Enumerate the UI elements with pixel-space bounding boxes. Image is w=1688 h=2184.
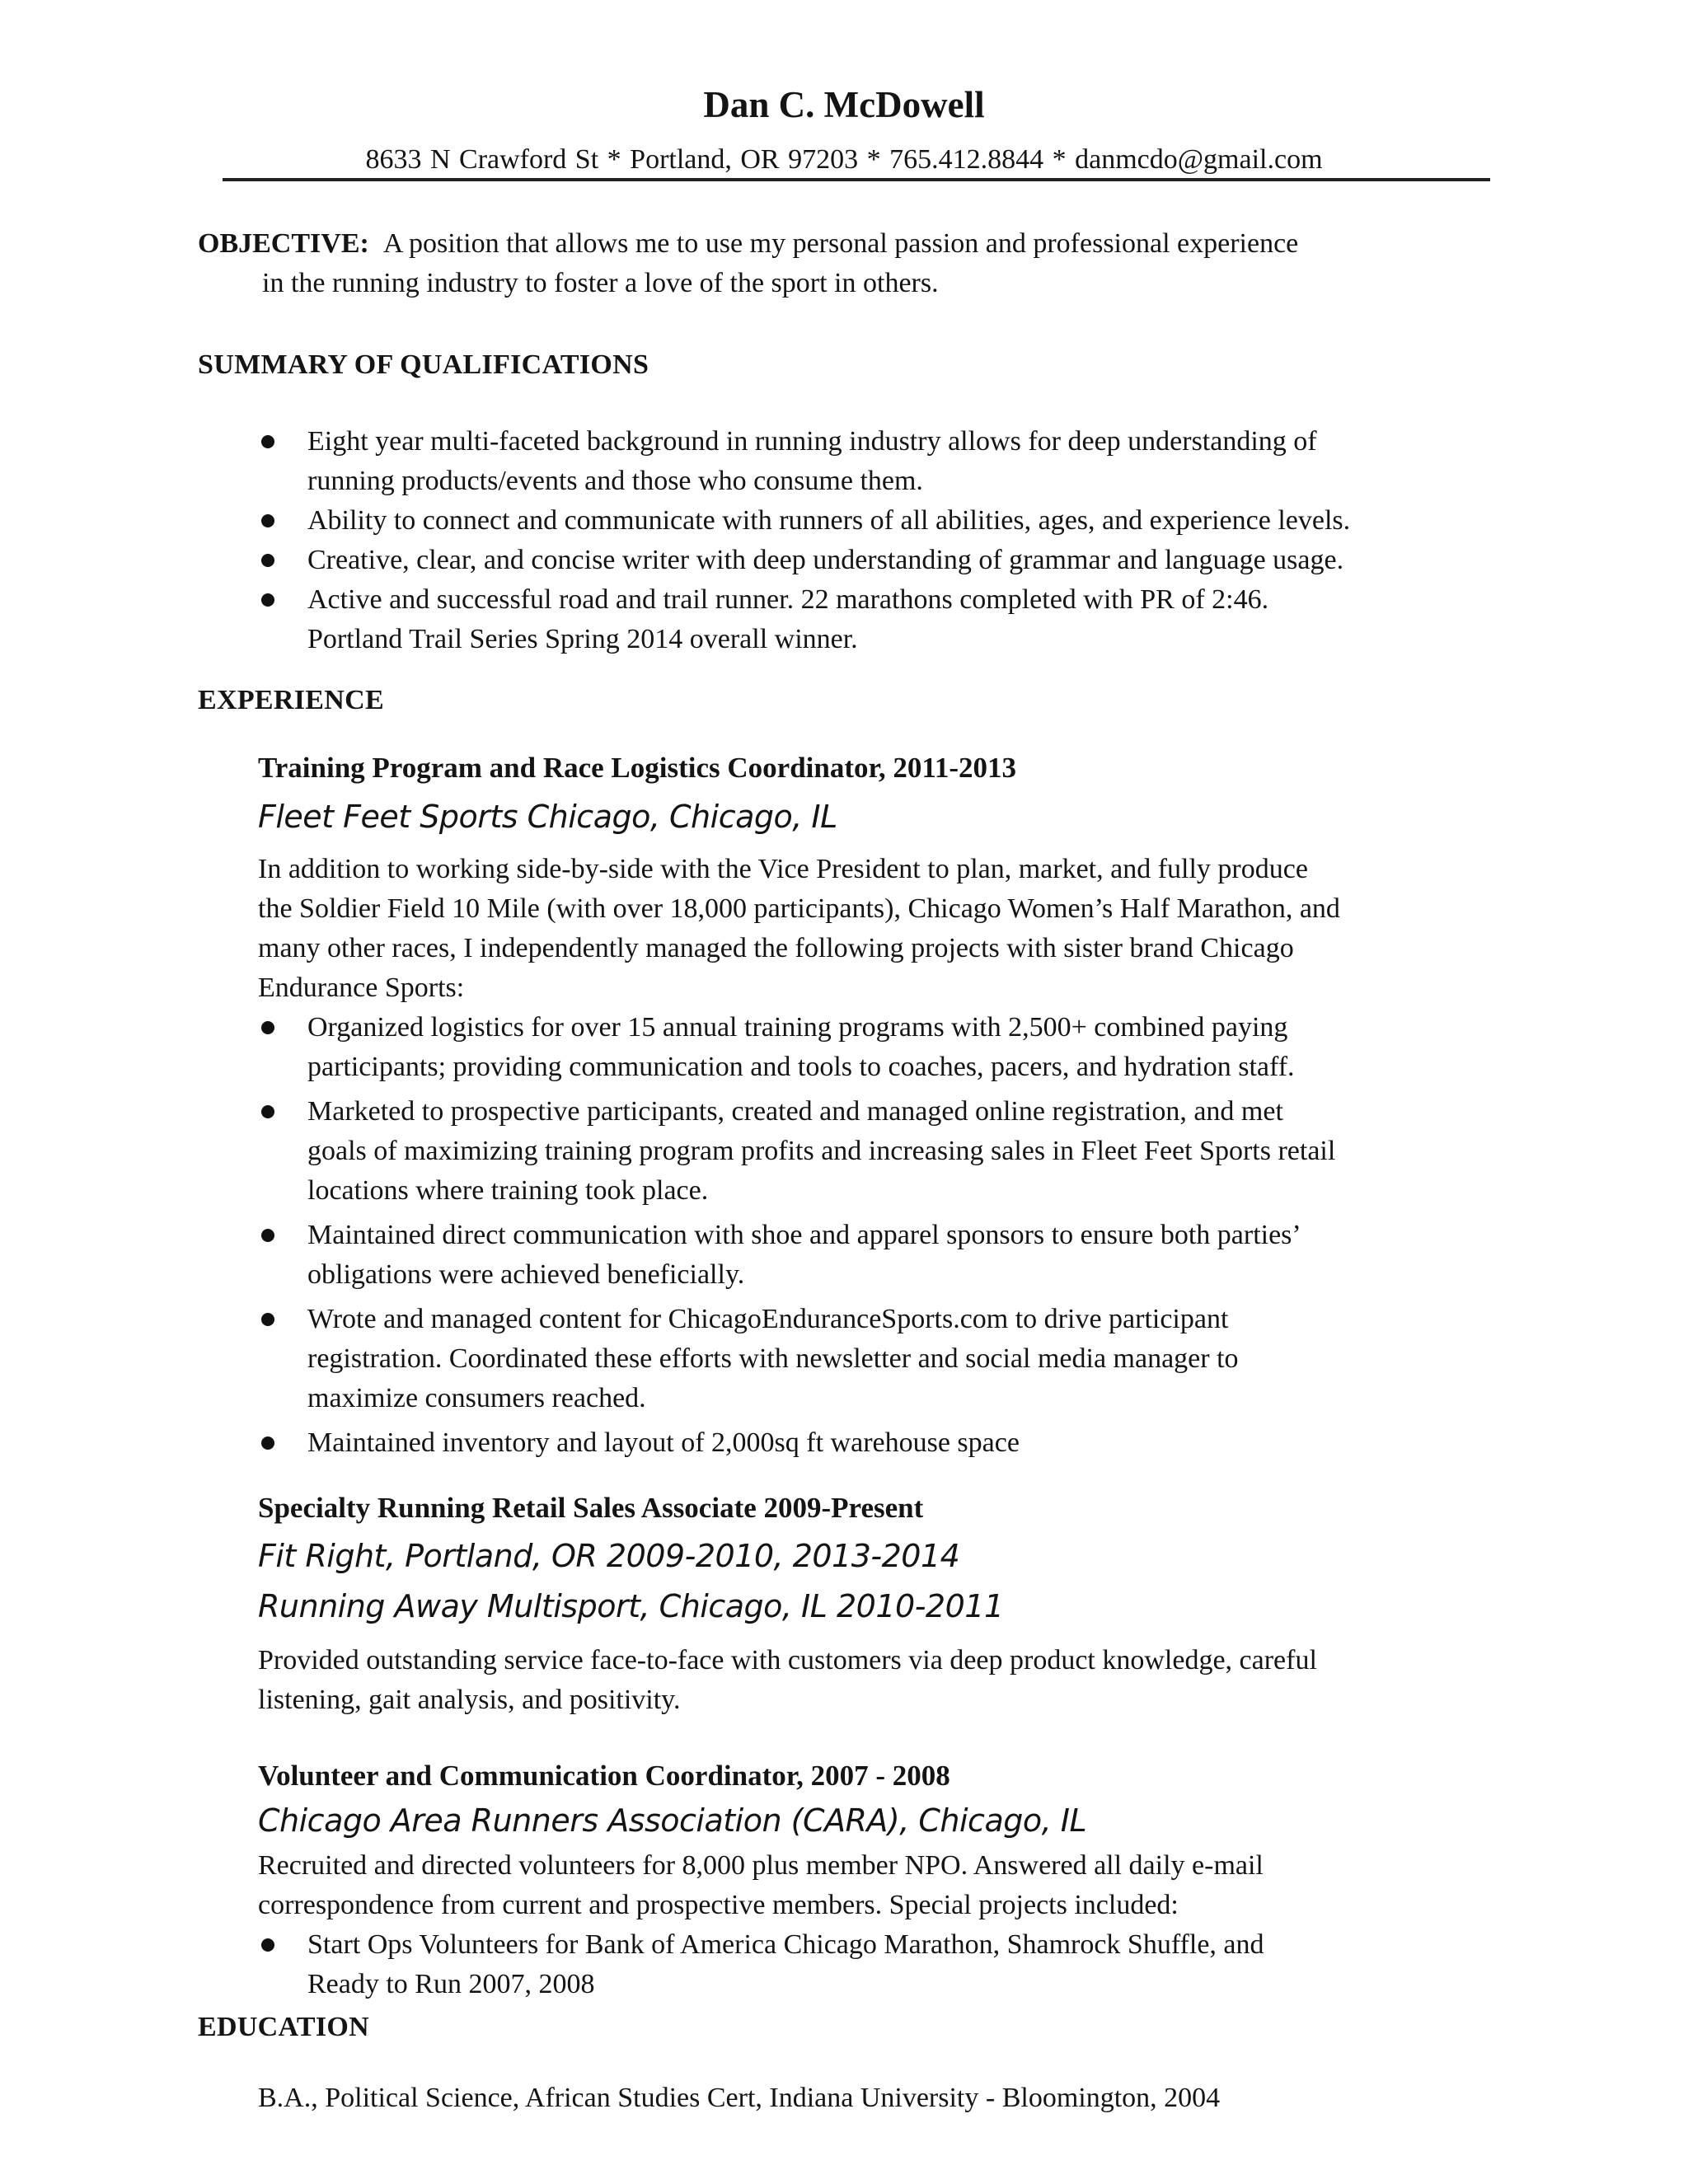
bullet-icon: [261, 1313, 274, 1326]
summary-list: [258, 422, 1527, 659]
bullet-icon: [261, 554, 274, 567]
bullet-icon: [261, 435, 274, 448]
job-bullet: Wrote and managed content for ChicagoEnduranceSports.com to drive participant registration. Coordinated these efforts with newsletter and social media manager to maximize consumers reached.: [258, 1300, 1511, 1422]
job-bullet: Organized logistics for over 15 annual training programs with 2,500+ combined paying participants; providing communication and tools to coaches, pacers, and hydration staff.: [258, 1008, 1511, 1090]
employer: Fit Right, Portland, OR 2009-2010, 2013-2014: [258, 1538, 960, 1574]
employer: Fleet Feet Sports Chicago, Chicago, IL: [258, 799, 837, 835]
job-description: In addition to working side-by-side with the Vice President to plan, market, and fully produce the Soldier Field 10 Mile (with over 18,000 participants), Chicago Women’s Half Marathon, and many other races, I independently managed the following projects with sister brand Chicago Endurance Sports:: [258, 854, 1340, 1003]
bullet-icon: [261, 1021, 274, 1034]
summary-item: Eight year multi-faceted background in running industry allows for deep understanding of running products/events and those who consume them.: [258, 422, 1527, 501]
employer: Running Away Multisport, Chicago, IL 2010-2011: [258, 1588, 1004, 1624]
objective-line-1: [198, 224, 1500, 264]
job-bullet-list: [258, 1008, 1511, 1465]
job-title: Specialty Running Retail Sales Associate 2009-Present: [258, 1492, 924, 1524]
header-divider: [223, 178, 1490, 181]
job-description: Recruited and directed volunteers for 8,000 plus member NPO. Answered all daily e-mail correspondence from current and prospective members. Special projects included:: [258, 1850, 1264, 1920]
job-title: Volunteer and Communication Coordinator, 2007 - 2008: [258, 1760, 950, 1792]
candidate-name: Dan C. McDowell: [703, 84, 985, 125]
objective-text-2: in the running industry to foster a love of the sport in others.: [262, 268, 939, 298]
summary-item: Ability to connect and communicate with runners of all abilities, ages, and experience levels.: [258, 501, 1527, 541]
bullet-icon: [261, 1436, 274, 1450]
summary-heading: SUMMARY OF QUALIFICATIONS: [198, 349, 649, 380]
job-bullet-list: [258, 1925, 1511, 2006]
bullet-icon: [261, 1105, 274, 1118]
job-bullet: Marketed to prospective participants, created and managed online registration, and met goals of maximizing training program profits and increasing sales in Fleet Feet Sports retail locations where training took place.: [258, 1092, 1511, 1214]
experience-heading: EXPERIENCE: [198, 685, 384, 715]
objective-text-1: A position that allows me to use my personal passion and professional experience: [382, 228, 1299, 259]
job-bullet: Start Ops Volunteers for Bank of America Chicago Marathon, Shamrock Shuffle, and Ready to Run 2007, 2008: [258, 1925, 1511, 2004]
summary-item: Creative, clear, and concise writer with deep understanding of grammar and language usage.: [258, 541, 1527, 580]
bullet-icon: [261, 593, 274, 607]
contact-line: 8633 N Crawford St * Portland, OR 97203 * 765.412.8844 * danmcdo@gmail.com: [365, 144, 1323, 175]
job-bullet: Maintained inventory and layout of 2,000sq ft warehouse space: [258, 1423, 1511, 1463]
summary-item: Active and successful road and trail runner. 22 marathons completed with PR of 2:46. Portland Trail Series Spring 2014 overall winner.: [258, 580, 1527, 659]
job-description: Provided outstanding service face-to-face with customers via deep product knowledge, careful listening, gait analysis, and positivity.: [258, 1645, 1317, 1715]
objective-section: [198, 224, 1500, 303]
employer: Chicago Area Runners Association (CARA), Chicago, IL: [258, 1802, 1087, 1839]
bullet-icon: [261, 1938, 274, 1952]
bullet-icon: [261, 514, 274, 527]
objective-label: OBJECTIVE:: [198, 228, 369, 259]
job-title: Training Program and Race Logistics Coordinator, 2011-2013: [258, 752, 1017, 784]
job-bullet: Maintained direct communication with shoe and apparel sponsors to ensure both parties’ obligations were achieved beneficially.: [258, 1216, 1511, 1298]
education-entry: B.A., Political Science, African Studies Cert, Indiana University - Bloomington, 2004: [258, 2083, 1221, 2113]
bullet-icon: [261, 1229, 274, 1242]
education-heading: EDUCATION: [198, 2012, 369, 2042]
